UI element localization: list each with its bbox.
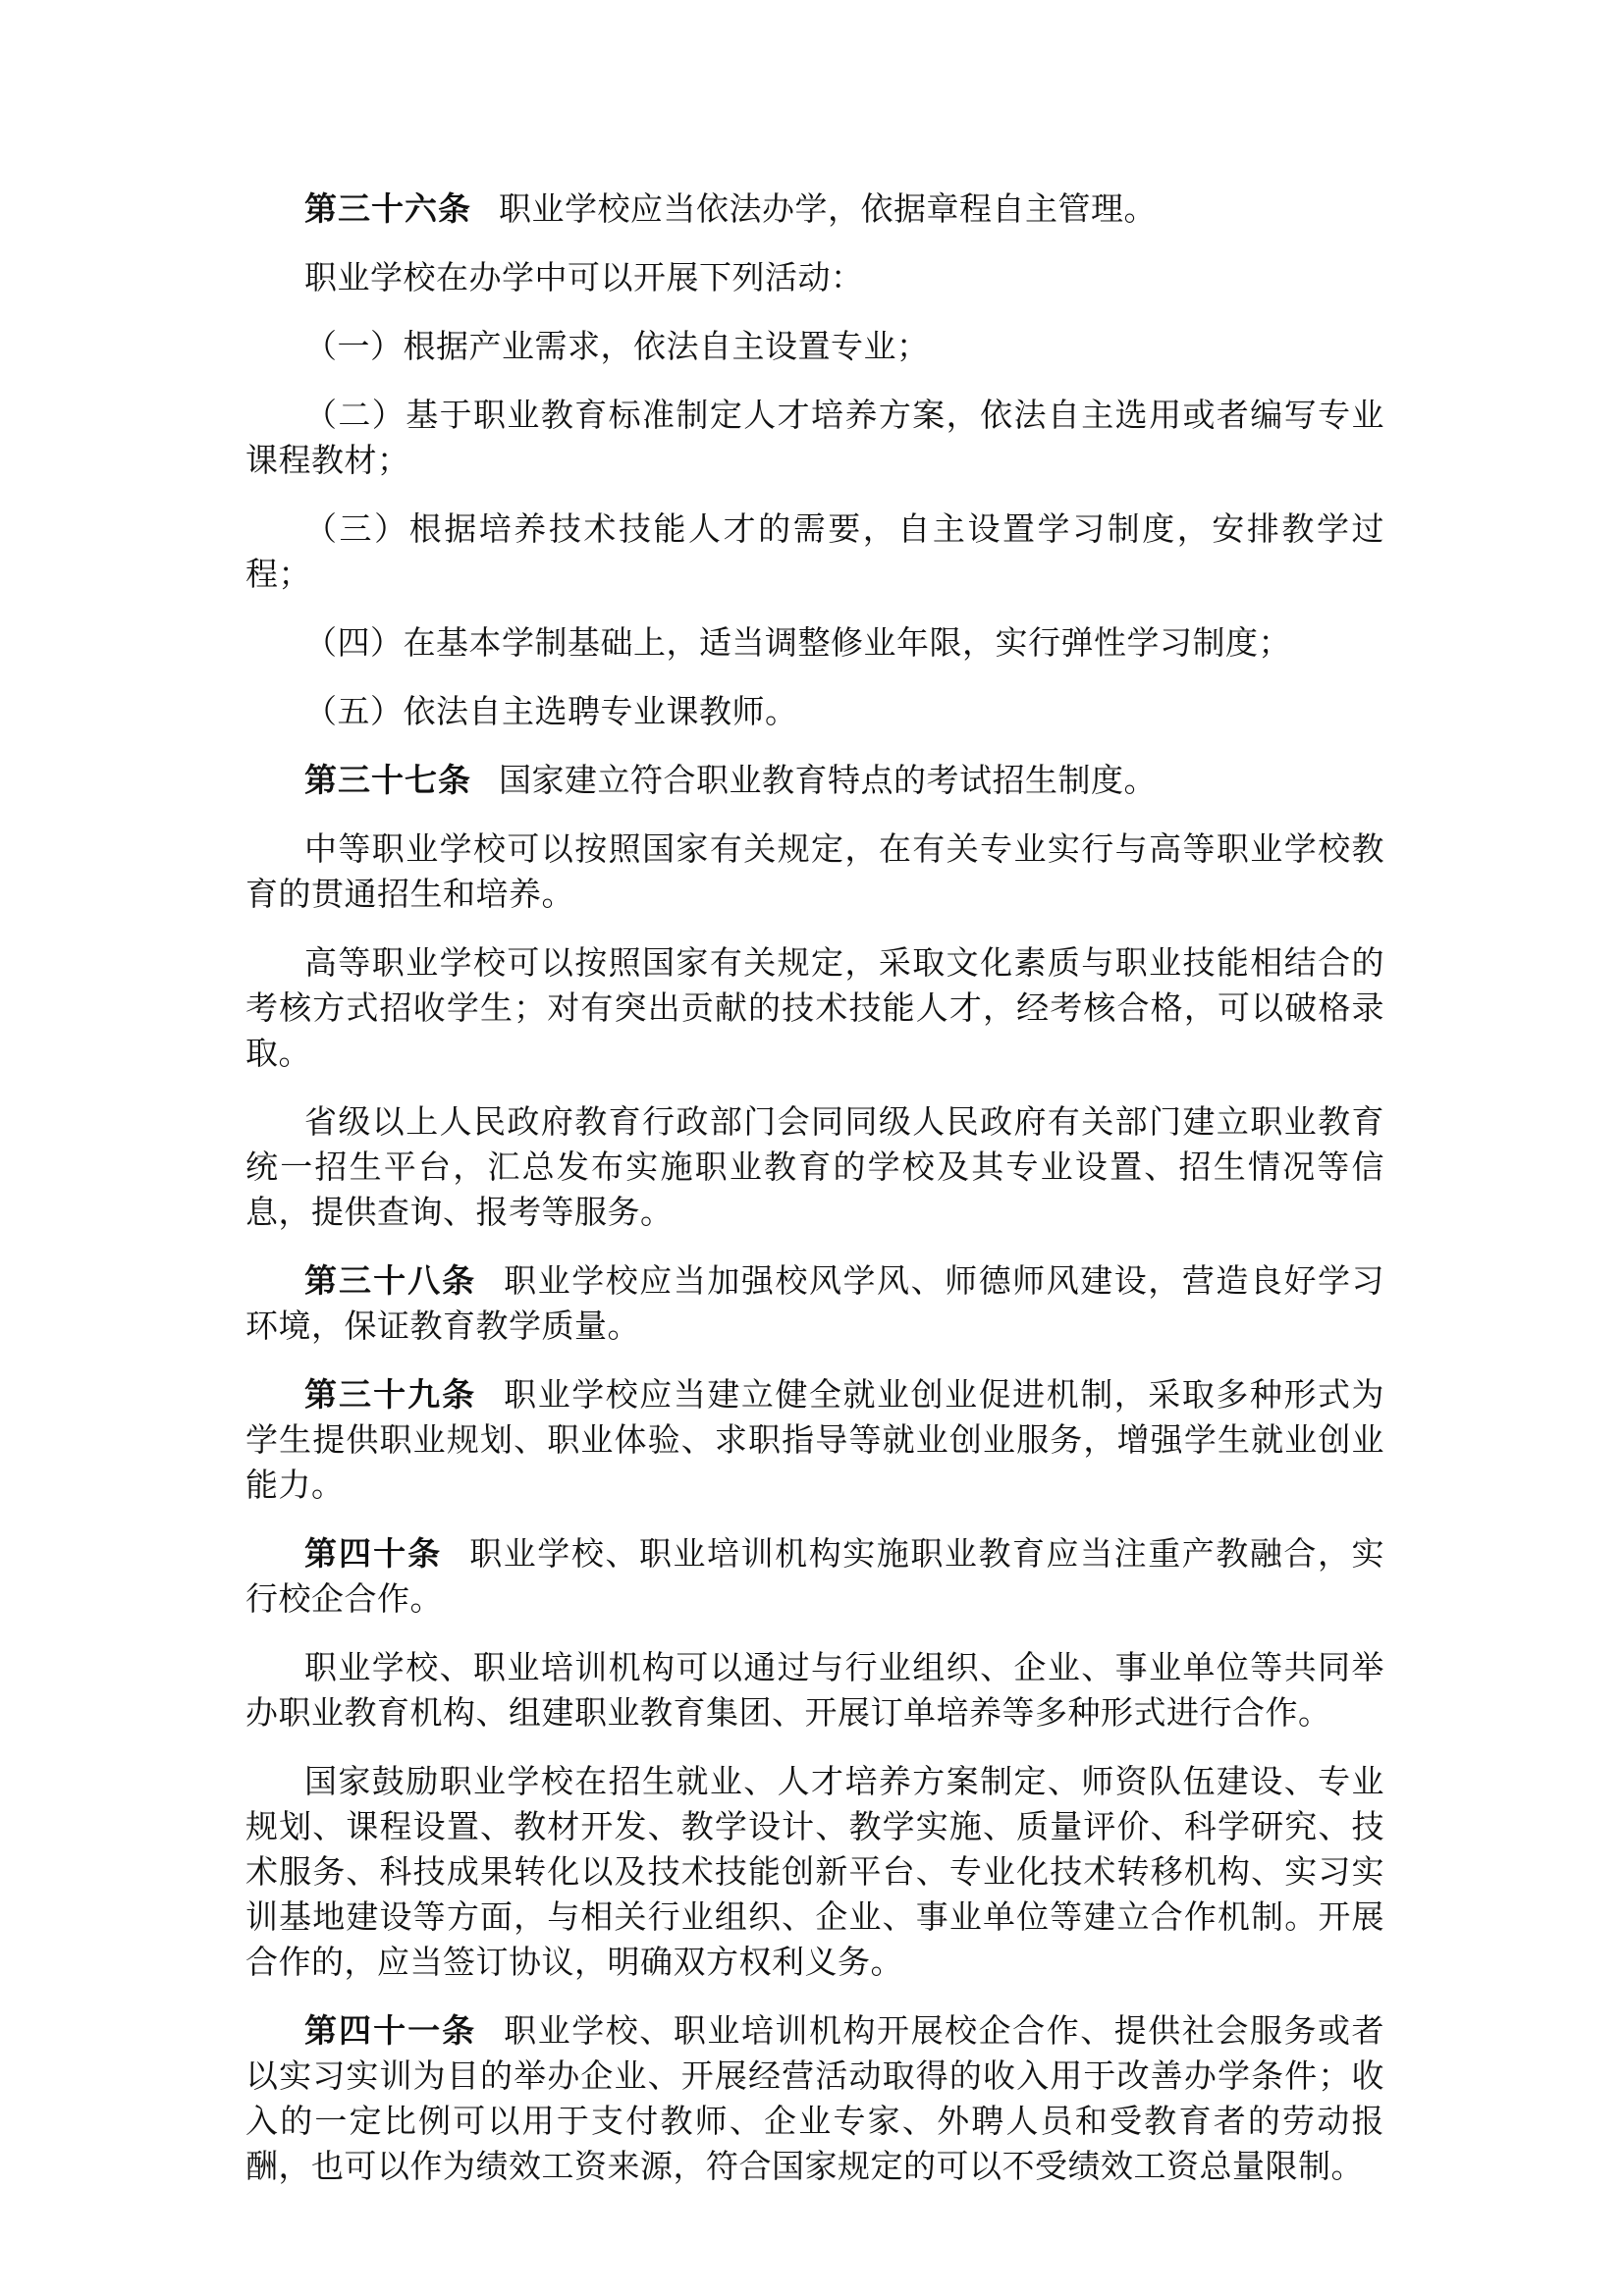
- article-number: 第三十八条: [304, 1261, 477, 1300]
- list-item: （五）依法自主选聘专业课教师。: [304, 692, 798, 730]
- article-lead: 职业学校、职业培训机构开展校企合作、提供社会服务或者以实习实训为目的举办企业、开展经营活动取得的收入用于改善办学条件；收入的一定比例可以用于支付教师、企业专家、外聘人员和受教育者的劳动报酬，也可以作为绩效工资来源，符合国家规定的可以不受绩效工资总量限制。: [245, 2011, 1385, 2185]
- article-40: [245, 1531, 1384, 1622]
- article-37: [245, 758, 1384, 803]
- article-number: 第三十七条: [304, 761, 471, 799]
- paragraph: 省级以上人民政府教育行政部门会同同级人民政府有关部门建立职业教育统一招生平台，汇总发布实施职业教育的学校及其专业设置、招生情况等信息，提供查询、报考等服务。: [245, 1102, 1384, 1231]
- paragraph: 高等职业学校可以按照国家有关规定，采取文化素质与职业技能相结合的考核方式招收学生；对有突出贡献的技术技能人才，经考核合格，可以破格录取。: [245, 943, 1384, 1072]
- list-item: （二）基于职业教育标准制定人才培养方案，依法自主选用或者编写专业课程教材；: [245, 396, 1384, 479]
- article-lead: 职业学校应当建立健全就业创业促进机制，采取多种形式为学生提供职业规划、职业体验、求职指导等就业创业服务，增强学生就业创业能力。: [245, 1375, 1385, 1504]
- paragraph: 国家鼓励职业学校在招生就业、人才培养方案制定、师资队伍建设、专业规划、课程设置、教材开发、教学设计、教学实施、质量评价、科学研究、技术服务、科技成果转化以及技术技能创新平台、专业化技术转移机构、实习实训基地建设等方面，与相关行业组织、企业、事业单位等建立合作机制。开展合作的，应当签订协议，明确双方权利义务。: [245, 1762, 1384, 1981]
- article-41: [245, 2008, 1384, 2189]
- list-item: （一）根据产业需求，依法自主设置专业；: [304, 327, 930, 365]
- paragraph: 中等职业学校可以按照国家有关规定，在有关专业实行与高等职业学校教育的贯通招生和培养。: [245, 829, 1384, 913]
- article-36: [245, 187, 1384, 232]
- article-number: 第四十条: [304, 1534, 443, 1573]
- paragraph: 职业学校、职业培训机构可以通过与行业组织、企业、事业单位等共同举办职业教育机构、组建职业教育集团、开展订单培养等多种形式进行合作。: [245, 1648, 1384, 1732]
- article-number: 第三十九条: [304, 1375, 477, 1414]
- list-item: （三）根据培养技术技能人才的需要，自主设置学习制度，安排教学过程；: [245, 509, 1384, 593]
- article-number: 第四十一条: [304, 2011, 477, 2050]
- paragraph: 职业学校在办学中可以开展下列活动：: [304, 258, 864, 296]
- article-39: [245, 1372, 1384, 1508]
- document-page: [245, 187, 1384, 2213]
- article-number: 第三十六条: [304, 189, 471, 228]
- list-item: （四）在基本学制基础上，适当调整修业年限，实行弹性学习制度；: [304, 623, 1291, 662]
- article-lead: 国家建立符合职业教育特点的考试招生制度。: [499, 761, 1157, 799]
- article-lead: 职业学校应当依法办学，依据章程自主管理。: [499, 189, 1157, 228]
- article-lead: 职业学校应当加强校风学风、师德师风建设，营造良好学习环境，保证教育教学质量。: [245, 1261, 1385, 1345]
- article-38: [245, 1258, 1384, 1349]
- article-lead: 职业学校、职业培训机构实施职业教育应当注重产教融合，实行校企合作。: [245, 1534, 1385, 1618]
